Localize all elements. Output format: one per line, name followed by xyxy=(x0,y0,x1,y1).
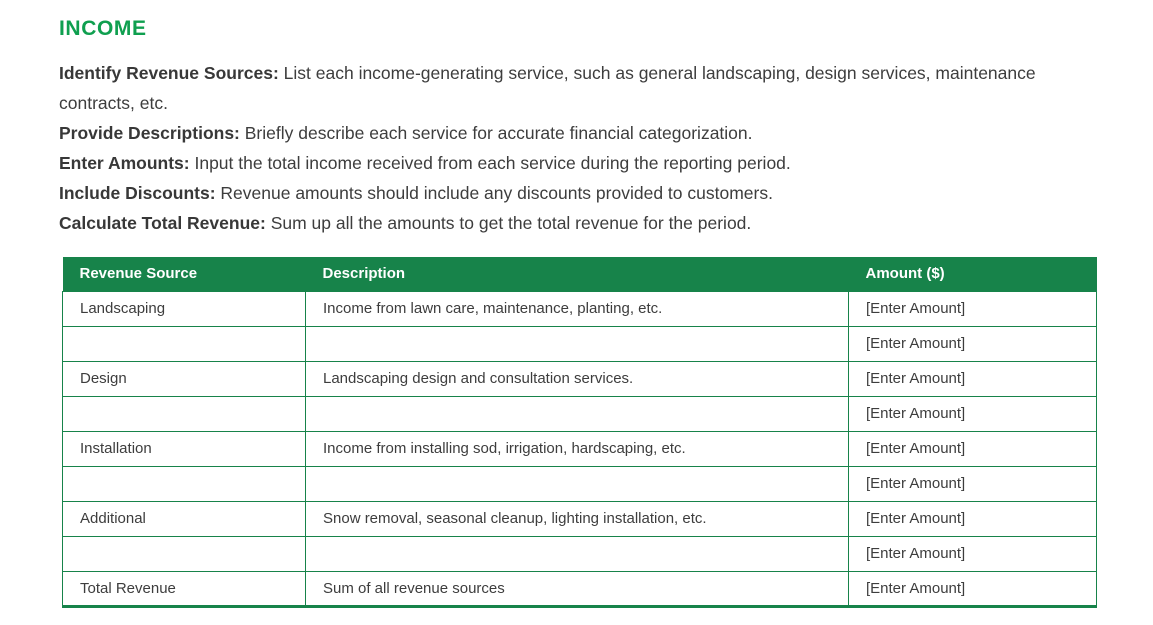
table-row-design xyxy=(63,361,1097,396)
page-title: INCOME xyxy=(59,17,147,40)
table-row-installation xyxy=(63,431,1097,466)
description-cell: Income from installing sod, irrigation, hardscaping, etc. xyxy=(306,431,849,466)
table-row-empty xyxy=(63,326,1097,361)
revenue-source-cell: Design xyxy=(63,361,306,396)
revenue-source-cell xyxy=(63,396,306,431)
amount-input-cell[interactable]: [Enter Amount] xyxy=(849,571,1097,606)
instruction-identify-revenue-sources xyxy=(59,58,1059,118)
amount-input-cell[interactable]: [Enter Amount] xyxy=(849,431,1097,466)
description-cell: Income from lawn care, maintenance, planting, etc. xyxy=(306,291,849,326)
table-row-landscaping xyxy=(63,291,1097,326)
instruction-label: Enter Amounts: xyxy=(59,153,190,173)
table-row-additional xyxy=(63,501,1097,536)
amount-input-cell[interactable]: [Enter Amount] xyxy=(849,291,1097,326)
amount-input-cell[interactable]: [Enter Amount] xyxy=(849,466,1097,501)
amount-input-cell[interactable]: [Enter Amount] xyxy=(849,361,1097,396)
revenue-source-cell xyxy=(63,536,306,571)
instruction-include-discounts xyxy=(59,178,1059,208)
description-cell: Sum of all revenue sources xyxy=(306,571,849,606)
table-row-empty xyxy=(63,466,1097,501)
col-header-description: Description xyxy=(306,257,849,291)
amount-input-cell[interactable]: [Enter Amount] xyxy=(849,326,1097,361)
description-cell: Snow removal, seasonal cleanup, lighting installation, etc. xyxy=(306,501,849,536)
instructions-block xyxy=(59,58,1059,238)
instruction-calculate-total-revenue xyxy=(59,208,1059,238)
description-cell xyxy=(306,466,849,501)
instruction-provide-descriptions xyxy=(59,118,1059,148)
description-cell xyxy=(306,536,849,571)
instruction-text: List each income-generating service, such as general landscaping, design services, maintenance contracts, etc. xyxy=(59,63,1036,113)
instruction-label: Identify Revenue Sources: xyxy=(59,63,279,83)
instruction-label: Include Discounts: xyxy=(59,183,216,203)
col-header-revenue-source: Revenue Source xyxy=(63,257,306,291)
table-header-row xyxy=(63,257,1097,291)
amount-input-cell[interactable]: [Enter Amount] xyxy=(849,396,1097,431)
amount-input-cell[interactable]: [Enter Amount] xyxy=(849,501,1097,536)
col-header-amount: Amount ($) xyxy=(849,257,1097,291)
instruction-text: Sum up all the amounts to get the total revenue for the period. xyxy=(265,213,752,233)
table-row-empty xyxy=(63,396,1097,431)
revenue-source-cell: Landscaping xyxy=(63,291,306,326)
instruction-label: Provide Descriptions: xyxy=(59,123,240,143)
revenue-source-cell: Total Revenue xyxy=(63,571,306,606)
amount-input-cell[interactable]: [Enter Amount] xyxy=(849,536,1097,571)
description-cell: Landscaping design and consultation services. xyxy=(306,361,849,396)
revenue-source-cell: Additional xyxy=(63,501,306,536)
income-table xyxy=(62,257,1097,608)
instruction-label: Calculate Total Revenue: xyxy=(59,213,266,233)
revenue-source-cell xyxy=(63,326,306,361)
table-row-total-revenue xyxy=(63,571,1097,606)
instruction-text: Briefly describe each service for accurate financial categorization. xyxy=(239,123,753,143)
table-row-empty xyxy=(63,536,1097,571)
instruction-text: Revenue amounts should include any discounts provided to customers. xyxy=(215,183,773,203)
description-cell xyxy=(306,326,849,361)
revenue-source-cell xyxy=(63,466,306,501)
description-cell xyxy=(306,396,849,431)
instruction-enter-amounts xyxy=(59,148,1059,178)
instruction-text: Input the total income received from each service during the reporting period. xyxy=(189,153,791,173)
revenue-source-cell: Installation xyxy=(63,431,306,466)
